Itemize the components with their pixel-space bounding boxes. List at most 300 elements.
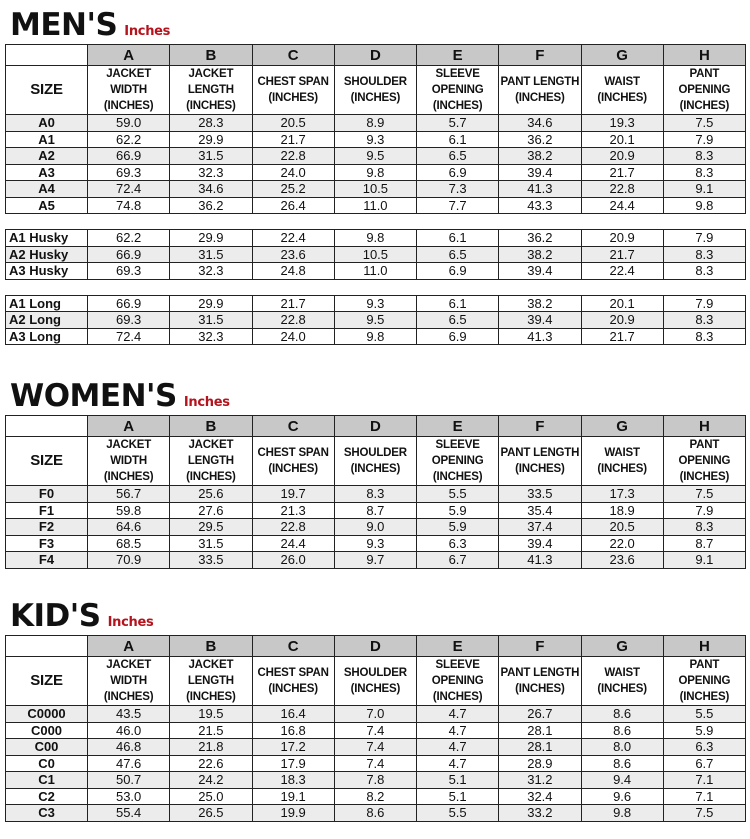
measurement-cell: 9.1	[663, 552, 745, 569]
measurement-cell: 8.3	[663, 246, 745, 263]
measurement-cell: 8.6	[334, 805, 416, 822]
table-header	[6, 416, 746, 486]
measurement-cell: 26.4	[252, 197, 334, 214]
measurement-cell: 4.7	[417, 722, 499, 739]
measurement-cell: 56.7	[88, 486, 170, 503]
measurement-cell: 62.2	[88, 230, 170, 247]
measurement-cell: 11.0	[334, 263, 416, 280]
measurement-cell: 7.5	[663, 805, 745, 822]
table-row	[6, 772, 746, 789]
measurement-cell: 4.7	[417, 739, 499, 756]
measurement-cell: 38.2	[499, 148, 581, 165]
column-description-line: PANT LENGTH	[500, 667, 580, 679]
kids-unit-label: Inches	[107, 615, 154, 630]
measurement-cell: 28.1	[499, 722, 581, 739]
size-cell: A2	[6, 148, 88, 165]
size-cell: A1 Husky	[6, 230, 88, 247]
measurement-cell: 9.4	[581, 772, 663, 789]
measurement-cell: 39.4	[499, 164, 581, 181]
column-description	[252, 66, 334, 115]
measurement-cell: 22.8	[581, 181, 663, 198]
measurement-cell: 9.5	[334, 312, 416, 329]
measurement-cell: 8.6	[581, 706, 663, 723]
measurement-cell: 33.2	[499, 805, 581, 822]
measurement-cell: 21.7	[252, 295, 334, 312]
column-description-line: SLEEVE	[435, 68, 480, 80]
measurement-cell: 38.2	[499, 295, 581, 312]
measurement-cell: 9.8	[334, 230, 416, 247]
column-letter-row	[6, 45, 746, 66]
column-description-line: PANT LENGTH	[500, 447, 580, 459]
column-description-line: PANT LENGTH	[500, 76, 580, 88]
column-letter: F	[499, 45, 581, 66]
measurement-cell: 10.5	[334, 181, 416, 198]
measurement-cell: 6.9	[417, 263, 499, 280]
table-row	[6, 519, 746, 536]
measurement-cell: 66.9	[88, 295, 170, 312]
measurement-cell: 46.8	[88, 739, 170, 756]
measurement-cell: 9.8	[334, 164, 416, 181]
column-letter: C	[252, 636, 334, 657]
measurement-cell: 59.8	[88, 502, 170, 519]
womens-size-table	[5, 415, 745, 569]
measurement-cell: 28.1	[499, 739, 581, 756]
table-row	[6, 263, 746, 280]
measurement-cell: 66.9	[88, 246, 170, 263]
measurement-cell: 6.1	[417, 295, 499, 312]
measurement-cell: 20.5	[581, 519, 663, 536]
measurement-cell: 4.7	[417, 755, 499, 772]
measurement-cell: 64.6	[88, 519, 170, 536]
column-description-line: OPENING	[678, 84, 731, 96]
size-cell: F1	[6, 502, 88, 519]
column-description-line: OPENING	[431, 455, 484, 467]
measurement-cell: 10.5	[334, 246, 416, 263]
womens-title-row	[10, 375, 745, 413]
column-description	[88, 66, 170, 115]
mens-unit-label: Inches	[124, 24, 171, 39]
size-cell: F0	[6, 486, 88, 503]
column-description-line: LENGTH	[187, 455, 234, 467]
measurement-cell: 4.7	[417, 706, 499, 723]
measurement-cell: 8.0	[581, 739, 663, 756]
column-description-line: OPENING	[431, 675, 484, 687]
table-row	[6, 535, 746, 552]
column-letter: F	[499, 416, 581, 437]
table-row	[6, 164, 746, 181]
column-letter: E	[417, 45, 499, 66]
measurement-cell: 19.5	[170, 706, 252, 723]
column-description	[252, 657, 334, 706]
column-description-line: (INCHES)	[268, 463, 318, 475]
measurement-cell: 41.3	[499, 552, 581, 569]
measurement-cell: 24.4	[252, 535, 334, 552]
size-column-header: SIZE	[6, 657, 88, 706]
measurement-cell: 7.5	[663, 115, 745, 132]
measurement-cell: 16.4	[252, 706, 334, 723]
size-cell: C0	[6, 755, 88, 772]
measurement-cell: 24.4	[581, 197, 663, 214]
column-description-line: (INCHES)	[597, 92, 647, 104]
measurement-cell: 9.8	[581, 805, 663, 822]
column-letter: H	[663, 636, 745, 657]
table-body	[6, 486, 746, 569]
column-description-line: (INCHES)	[515, 92, 565, 104]
column-description-line: (INCHES)	[186, 100, 236, 112]
size-cell: A4	[6, 181, 88, 198]
measurement-cell: 8.3	[663, 519, 745, 536]
measurement-cell: 21.7	[252, 131, 334, 148]
column-letter: G	[581, 636, 663, 657]
measurement-cell: 8.6	[581, 755, 663, 772]
measurement-cell: 7.1	[663, 788, 745, 805]
size-cell: A0	[6, 115, 88, 132]
kids-table-group-0	[5, 635, 746, 822]
measurement-cell: 5.9	[663, 722, 745, 739]
measurement-cell: 29.5	[170, 519, 252, 536]
measurement-cell: 29.9	[170, 230, 252, 247]
measurement-cell: 20.9	[581, 312, 663, 329]
column-description-line: SHOULDER	[343, 447, 407, 459]
measurement-cell: 18.9	[581, 502, 663, 519]
measurement-cell: 32.4	[499, 788, 581, 805]
column-description-line: JACKET	[188, 68, 234, 80]
measurement-cell: 20.9	[581, 230, 663, 247]
column-description	[88, 437, 170, 486]
measurement-cell: 5.5	[417, 486, 499, 503]
measurement-cell: 6.9	[417, 164, 499, 181]
column-description-line: (INCHES)	[597, 463, 647, 475]
measurement-cell: 7.9	[663, 502, 745, 519]
mens-table-group-1	[5, 229, 746, 280]
measurement-cell: 9.8	[663, 197, 745, 214]
measurement-cell: 5.1	[417, 772, 499, 789]
table-header	[6, 45, 746, 115]
size-cell: F2	[6, 519, 88, 536]
measurement-cell: 9.3	[334, 295, 416, 312]
measurement-cell: 8.3	[663, 148, 745, 165]
column-description	[334, 437, 416, 486]
column-description-line: (INCHES)	[186, 471, 236, 483]
measurement-cell: 8.3	[663, 328, 745, 345]
measurement-cell: 38.2	[499, 246, 581, 263]
table-body	[6, 706, 746, 822]
mens-section	[5, 4, 745, 345]
column-letter-row	[6, 416, 746, 437]
measurement-cell: 8.3	[663, 164, 745, 181]
column-description-line: WAIST	[604, 667, 640, 679]
measurement-cell: 32.3	[170, 263, 252, 280]
column-letter-row	[6, 636, 746, 657]
measurement-cell: 23.6	[252, 246, 334, 263]
measurement-cell: 24.0	[252, 164, 334, 181]
column-description-line: WIDTH	[110, 84, 147, 96]
measurement-cell: 7.0	[334, 706, 416, 723]
column-description-line: SHOULDER	[343, 667, 407, 679]
column-letter: B	[170, 416, 252, 437]
measurement-cell: 33.5	[499, 486, 581, 503]
measurement-cell: 5.7	[417, 115, 499, 132]
size-cell: F4	[6, 552, 88, 569]
measurement-cell: 28.9	[499, 755, 581, 772]
measurement-cell: 6.7	[417, 552, 499, 569]
column-description-line: CHEST SPAN	[257, 667, 329, 679]
measurement-cell: 19.9	[252, 805, 334, 822]
measurement-cell: 8.7	[663, 535, 745, 552]
measurement-cell: 21.7	[581, 246, 663, 263]
measurement-cell: 19.1	[252, 788, 334, 805]
column-description-line: JACKET	[188, 439, 234, 451]
measurement-cell: 26.7	[499, 706, 581, 723]
table-row	[6, 805, 746, 822]
column-letter: C	[252, 45, 334, 66]
table-row	[6, 722, 746, 739]
column-description-line: PANT	[689, 68, 720, 80]
measurement-cell: 34.6	[170, 181, 252, 198]
measurement-cell: 11.0	[334, 197, 416, 214]
measurement-cell: 6.7	[663, 755, 745, 772]
measurement-cell: 7.9	[663, 230, 745, 247]
column-letter: D	[334, 45, 416, 66]
table-row	[6, 115, 746, 132]
size-cell: A1 Long	[6, 295, 88, 312]
column-description-line: JACKET	[106, 439, 152, 451]
measurement-cell: 6.9	[417, 328, 499, 345]
measurement-cell: 69.3	[88, 164, 170, 181]
measurement-cell: 8.3	[663, 263, 745, 280]
column-description-line: (INCHES)	[679, 691, 730, 703]
measurement-cell: 21.8	[170, 739, 252, 756]
column-description	[417, 66, 499, 115]
size-cell: A3 Husky	[6, 263, 88, 280]
column-description-line: (INCHES)	[432, 691, 483, 703]
column-description-row	[6, 657, 746, 706]
mens-table-group-0	[5, 44, 746, 214]
column-description-line: PANT	[689, 659, 720, 671]
blank-corner-cell	[6, 416, 88, 437]
size-column-header: SIZE	[6, 66, 88, 115]
column-letter: C	[252, 416, 334, 437]
table-header	[6, 636, 746, 706]
column-description-line: (INCHES)	[350, 683, 401, 695]
column-description-line: SHOULDER	[343, 76, 407, 88]
measurement-cell: 8.3	[334, 486, 416, 503]
column-description-line: JACKET	[106, 659, 152, 671]
measurement-cell: 19.7	[252, 486, 334, 503]
measurement-cell: 39.4	[499, 535, 581, 552]
measurement-cell: 31.5	[170, 535, 252, 552]
measurement-cell: 36.2	[499, 230, 581, 247]
table-row	[6, 148, 746, 165]
column-description	[170, 657, 252, 706]
table-row	[6, 739, 746, 756]
measurement-cell: 9.0	[334, 519, 416, 536]
measurement-cell: 70.9	[88, 552, 170, 569]
measurement-cell: 8.6	[581, 722, 663, 739]
measurement-cell: 32.3	[170, 328, 252, 345]
measurement-cell: 6.3	[417, 535, 499, 552]
measurement-cell: 55.4	[88, 805, 170, 822]
column-description	[334, 66, 416, 115]
measurement-cell: 8.9	[334, 115, 416, 132]
column-letter: G	[581, 45, 663, 66]
size-cell: F3	[6, 535, 88, 552]
measurement-cell: 8.7	[334, 502, 416, 519]
measurement-cell: 46.0	[88, 722, 170, 739]
column-letter: E	[417, 416, 499, 437]
column-description-line: (INCHES)	[103, 471, 154, 483]
kids-section	[5, 595, 745, 822]
column-description-line: WIDTH	[110, 455, 147, 467]
size-column-header: SIZE	[6, 437, 88, 486]
measurement-cell: 36.2	[499, 131, 581, 148]
column-letter: G	[581, 416, 663, 437]
column-description-line: (INCHES)	[350, 463, 401, 475]
group-spacer	[5, 280, 745, 295]
measurement-cell: 22.0	[581, 535, 663, 552]
measurement-cell: 26.5	[170, 805, 252, 822]
measurement-cell: 7.7	[417, 197, 499, 214]
kids-size-table	[5, 635, 745, 822]
measurement-cell: 28.3	[170, 115, 252, 132]
measurement-cell: 6.5	[417, 246, 499, 263]
measurement-cell: 29.9	[170, 295, 252, 312]
table-row	[6, 197, 746, 214]
column-description-line: (INCHES)	[515, 463, 565, 475]
measurement-cell: 7.3	[417, 181, 499, 198]
measurement-cell: 33.5	[170, 552, 252, 569]
column-letter: H	[663, 416, 745, 437]
table-row	[6, 312, 746, 329]
size-cell: A2 Husky	[6, 246, 88, 263]
measurement-cell: 36.2	[170, 197, 252, 214]
measurement-cell: 22.4	[581, 263, 663, 280]
kids-title: KID'S	[10, 598, 101, 634]
column-description-line: LENGTH	[187, 84, 234, 96]
table-row	[6, 181, 746, 198]
table-row	[6, 328, 746, 345]
measurement-cell: 31.5	[170, 312, 252, 329]
measurement-cell: 50.7	[88, 772, 170, 789]
measurement-cell: 35.4	[499, 502, 581, 519]
measurement-cell: 5.1	[417, 788, 499, 805]
column-description-line: LENGTH	[187, 675, 234, 687]
column-description-line: WAIST	[604, 447, 640, 459]
size-cell: C000	[6, 722, 88, 739]
measurement-cell: 32.3	[170, 164, 252, 181]
column-letter: A	[88, 416, 170, 437]
measurement-cell: 39.4	[499, 312, 581, 329]
column-description-line: (INCHES)	[350, 92, 401, 104]
size-cell: A1	[6, 131, 88, 148]
measurement-cell: 9.1	[663, 181, 745, 198]
table-body	[6, 115, 746, 214]
column-description	[663, 657, 745, 706]
measurement-cell: 7.5	[663, 486, 745, 503]
measurement-cell: 21.3	[252, 502, 334, 519]
column-description	[499, 437, 581, 486]
measurement-cell: 31.2	[499, 772, 581, 789]
column-description-line: (INCHES)	[186, 691, 236, 703]
column-letter: H	[663, 45, 745, 66]
measurement-cell: 21.7	[581, 164, 663, 181]
measurement-cell: 22.8	[252, 312, 334, 329]
column-description-line: (INCHES)	[432, 100, 483, 112]
column-description	[663, 437, 745, 486]
measurement-cell: 72.4	[88, 181, 170, 198]
table-body	[6, 230, 746, 280]
measurement-cell: 6.3	[663, 739, 745, 756]
column-description	[417, 437, 499, 486]
measurement-cell: 7.4	[334, 722, 416, 739]
column-description	[663, 66, 745, 115]
kids-title-row	[10, 595, 745, 633]
measurement-cell: 9.6	[581, 788, 663, 805]
table-row	[6, 295, 746, 312]
measurement-cell: 7.9	[663, 295, 745, 312]
measurement-cell: 22.8	[252, 519, 334, 536]
measurement-cell: 6.1	[417, 230, 499, 247]
measurement-cell: 6.5	[417, 148, 499, 165]
measurement-cell: 43.5	[88, 706, 170, 723]
measurement-cell: 6.1	[417, 131, 499, 148]
measurement-cell: 23.6	[581, 552, 663, 569]
mens-size-table	[5, 44, 745, 345]
column-description-line: (INCHES)	[268, 92, 318, 104]
column-description-line: (INCHES)	[597, 683, 647, 695]
measurement-cell: 8.2	[334, 788, 416, 805]
column-description-line: CHEST SPAN	[257, 76, 329, 88]
column-description-line: PANT	[689, 439, 720, 451]
size-cell: A3 Long	[6, 328, 88, 345]
column-letter: B	[170, 45, 252, 66]
column-description-line: (INCHES)	[103, 691, 154, 703]
column-description	[252, 437, 334, 486]
column-description-line: JACKET	[188, 659, 234, 671]
measurement-cell: 19.3	[581, 115, 663, 132]
column-description-line: SLEEVE	[435, 659, 480, 671]
measurement-cell: 72.4	[88, 328, 170, 345]
column-description-line: CHEST SPAN	[257, 447, 329, 459]
measurement-cell: 66.9	[88, 148, 170, 165]
measurement-cell: 47.6	[88, 755, 170, 772]
column-description-line: JACKET	[106, 68, 152, 80]
size-cell: C0000	[6, 706, 88, 723]
measurement-cell: 62.2	[88, 131, 170, 148]
measurement-cell: 27.6	[170, 502, 252, 519]
column-description	[88, 657, 170, 706]
measurement-cell: 41.3	[499, 328, 581, 345]
measurement-cell: 9.5	[334, 148, 416, 165]
measurement-cell: 39.4	[499, 263, 581, 280]
measurement-cell: 6.5	[417, 312, 499, 329]
measurement-cell: 31.5	[170, 246, 252, 263]
column-letter: E	[417, 636, 499, 657]
size-cell: C1	[6, 772, 88, 789]
measurement-cell: 22.6	[170, 755, 252, 772]
measurement-cell: 69.3	[88, 263, 170, 280]
column-description	[170, 66, 252, 115]
column-description-row	[6, 66, 746, 115]
measurement-cell: 22.4	[252, 230, 334, 247]
measurement-cell: 17.9	[252, 755, 334, 772]
measurement-cell: 21.7	[581, 328, 663, 345]
measurement-cell: 69.3	[88, 312, 170, 329]
measurement-cell: 18.3	[252, 772, 334, 789]
measurement-cell: 29.9	[170, 131, 252, 148]
column-description-line: (INCHES)	[679, 471, 730, 483]
measurement-cell: 59.0	[88, 115, 170, 132]
